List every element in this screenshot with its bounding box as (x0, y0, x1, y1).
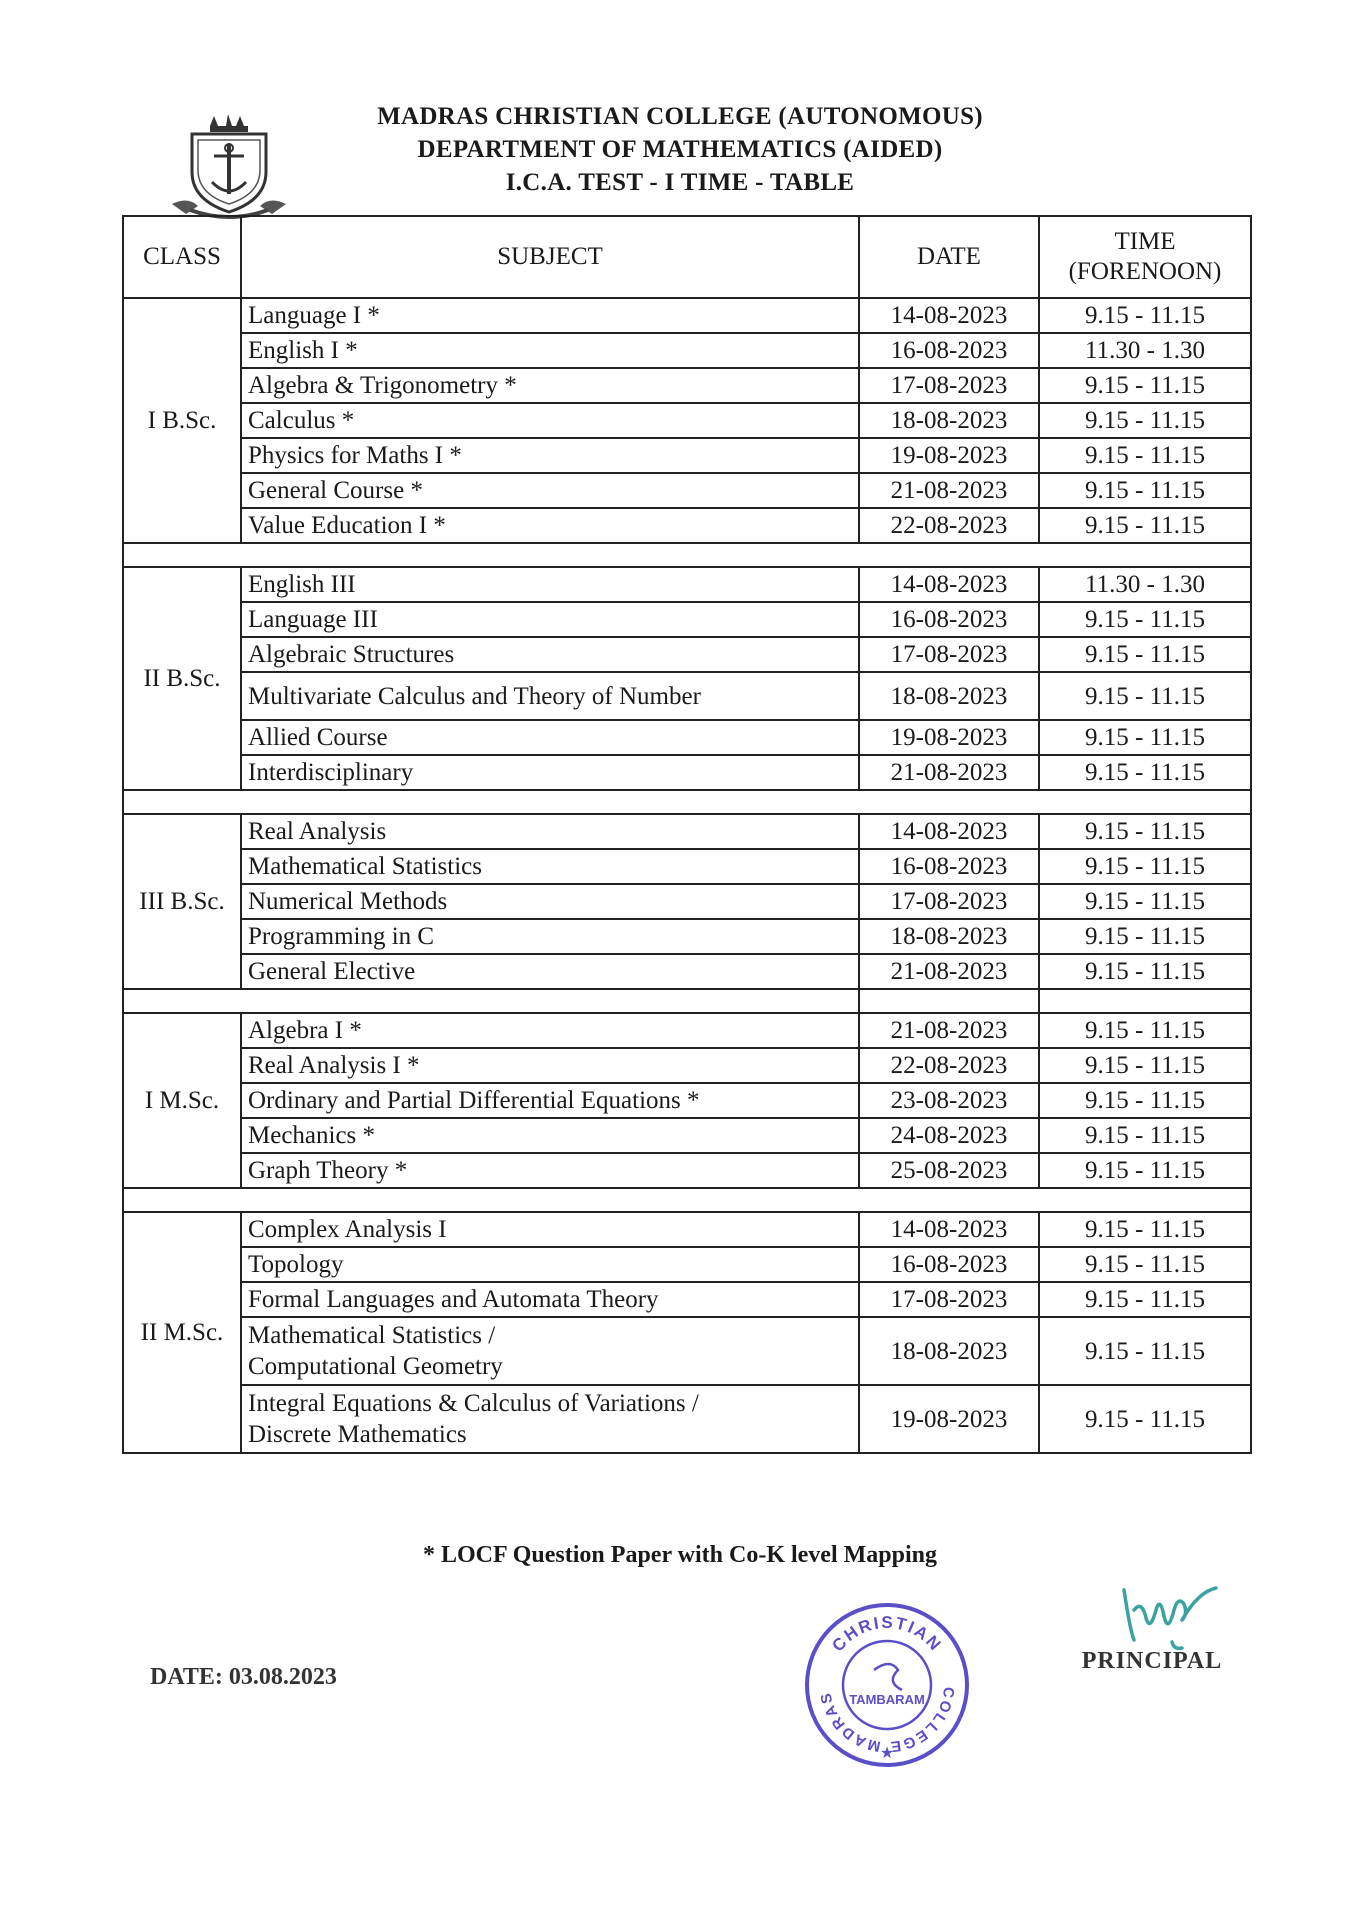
subject-cell: Numerical Methods (241, 884, 859, 919)
date-cell: 23-08-2023 (859, 1083, 1039, 1118)
spacer-cell (123, 790, 1251, 814)
date-cell: 14-08-2023 (859, 1212, 1039, 1247)
subject-cell: General Elective (241, 954, 859, 989)
seal-right-text: COLLEGE (887, 1685, 958, 1756)
time-cell: 9.15 - 11.15 (1039, 1385, 1251, 1453)
subject-line: Mathematical Statistics / (248, 1322, 496, 1349)
svg-text:CHRISTIAN (828, 1613, 945, 1655)
time-cell: 9.15 - 11.15 (1039, 672, 1251, 720)
spacer-row (123, 1188, 1251, 1212)
subject-cell (241, 1317, 859, 1385)
table-row (123, 567, 1251, 602)
time-cell: 11.30 - 1.30 (1039, 567, 1251, 602)
signature (1112, 1570, 1222, 1660)
subject-cell: Graph Theory * (241, 1153, 859, 1188)
time-cell: 9.15 - 11.15 (1039, 637, 1251, 672)
table-row (123, 1153, 1251, 1188)
subject-cell: Language III (241, 602, 859, 637)
table-row (123, 755, 1251, 790)
spacer-row (123, 790, 1251, 814)
time-cell: 9.15 - 11.15 (1039, 849, 1251, 884)
date-cell: 24-08-2023 (859, 1118, 1039, 1153)
date-cell: 21-08-2023 (859, 755, 1039, 790)
class-cell: I B.Sc. (123, 298, 241, 543)
date-cell: 14-08-2023 (859, 567, 1039, 602)
table-row (123, 333, 1251, 368)
table-row (123, 1317, 1251, 1385)
column-header-time-line1: TIME (1114, 228, 1176, 255)
spacer-cell (123, 989, 859, 1013)
subject-cell: Algebra & Trigonometry * (241, 368, 859, 403)
subject-line: Integral Equations & Calculus of Variations / (248, 1390, 699, 1417)
time-cell: 9.15 - 11.15 (1039, 814, 1251, 849)
subject-cell: Interdisciplinary (241, 755, 859, 790)
table-row (123, 919, 1251, 954)
table-row (123, 368, 1251, 403)
date-cell: 14-08-2023 (859, 814, 1039, 849)
subject-cell: Programming in C (241, 919, 859, 954)
date-cell: 16-08-2023 (859, 333, 1039, 368)
date-cell: 19-08-2023 (859, 1385, 1039, 1453)
date-cell: 18-08-2023 (859, 919, 1039, 954)
time-cell: 9.15 - 11.15 (1039, 1083, 1251, 1118)
subject-cell: Allied Course (241, 720, 859, 755)
subject-cell: Value Education I * (241, 508, 859, 543)
date-cell: 14-08-2023 (859, 298, 1039, 333)
date-cell: 21-08-2023 (859, 954, 1039, 989)
table-row (123, 720, 1251, 755)
class-cell: III B.Sc. (123, 814, 241, 989)
table-row (123, 637, 1251, 672)
table-row (123, 1013, 1251, 1048)
seal-top-text: CHRISTIAN (828, 1612, 946, 1656)
table-row (123, 1247, 1251, 1282)
class-cell: II M.Sc. (123, 1212, 241, 1453)
department-name: DEPARTMENT OF MATHEMATICS (AIDED) (417, 136, 943, 163)
date-cell: 18-08-2023 (859, 672, 1039, 720)
subject-cell: Mechanics * (241, 1118, 859, 1153)
date-cell: 21-08-2023 (859, 1013, 1039, 1048)
date-cell: 18-08-2023 (859, 1317, 1039, 1385)
document-title: I.C.A. TEST - I TIME - TABLE (505, 169, 855, 196)
time-cell: 9.15 - 11.15 (1039, 368, 1251, 403)
time-cell: 9.15 - 11.15 (1039, 1048, 1251, 1083)
subject-cell: Complex Analysis I (241, 1212, 859, 1247)
subject-line: Discrete Mathematics (248, 1421, 467, 1448)
date-cell: 21-08-2023 (859, 473, 1039, 508)
time-cell: 11.30 - 1.30 (1039, 333, 1251, 368)
time-cell: 9.15 - 11.15 (1039, 1282, 1251, 1317)
time-cell: 9.15 - 11.15 (1039, 755, 1251, 790)
date-cell: 19-08-2023 (859, 720, 1039, 755)
subject-cell: Algebra I * (241, 1013, 859, 1048)
date-cell: 16-08-2023 (859, 602, 1039, 637)
time-cell: 9.15 - 11.15 (1039, 438, 1251, 473)
table-row (123, 403, 1251, 438)
time-cell: 9.15 - 11.15 (1039, 602, 1251, 637)
subject-cell: Ordinary and Partial Differential Equations * (241, 1083, 859, 1118)
time-cell: 9.15 - 11.15 (1039, 884, 1251, 919)
time-cell: 9.15 - 11.15 (1039, 954, 1251, 989)
table-row (123, 849, 1251, 884)
date-cell: 16-08-2023 (859, 849, 1039, 884)
spacer-row (123, 989, 1251, 1013)
subject-cell: Formal Languages and Automata Theory (241, 1282, 859, 1317)
table-row (123, 1385, 1251, 1453)
table-row (123, 1118, 1251, 1153)
table-row (123, 508, 1251, 543)
time-cell: 9.15 - 11.15 (1039, 1212, 1251, 1247)
subject-cell: Topology (241, 1247, 859, 1282)
date-cell: 17-08-2023 (859, 368, 1039, 403)
table-row (123, 884, 1251, 919)
time-cell: 9.15 - 11.15 (1039, 720, 1251, 755)
date-cell: 25-08-2023 (859, 1153, 1039, 1188)
time-cell: 9.15 - 11.15 (1039, 1317, 1251, 1385)
subject-cell: Physics for Maths I * (241, 438, 859, 473)
date-cell: 18-08-2023 (859, 403, 1039, 438)
spacer-cell (859, 989, 1039, 1013)
document-heading (300, 100, 1060, 199)
subject-cell: English I * (241, 333, 859, 368)
date-cell: 22-08-2023 (859, 508, 1039, 543)
spacer-cell (123, 543, 1251, 567)
class-cell: II B.Sc. (123, 567, 241, 790)
subject-cell: Mathematical Statistics (241, 849, 859, 884)
date-cell: 17-08-2023 (859, 1282, 1039, 1317)
subject-cell: Algebraic Structures (241, 637, 859, 672)
seal-star-icon: ★ (879, 1745, 895, 1762)
table-row (123, 438, 1251, 473)
timetable (122, 215, 1252, 1454)
time-cell: 9.15 - 11.15 (1039, 1013, 1251, 1048)
subject-cell: Real Analysis I * (241, 1048, 859, 1083)
seal-center-text: TAMBARAM (849, 1692, 925, 1707)
subject-cell: Multivariate Calculus and Theory of Number (241, 672, 859, 720)
class-cell: I M.Sc. (123, 1013, 241, 1188)
table-row (123, 954, 1251, 989)
table-row (123, 672, 1251, 720)
time-cell: 9.15 - 11.15 (1039, 1118, 1251, 1153)
subject-cell (241, 1385, 859, 1453)
footnote: * LOCF Question Paper with Co-K level Mapping (422, 1542, 937, 1568)
seal-left-text: MADRAS (817, 1689, 883, 1755)
college-name: MADRAS CHRISTIAN COLLEGE (AUTONOMOUS) (377, 103, 983, 130)
spacer-cell (1039, 989, 1251, 1013)
time-cell: 9.15 - 11.15 (1039, 473, 1251, 508)
time-cell: 9.15 - 11.15 (1039, 1153, 1251, 1188)
column-header-time-line2: (FORENOON) (1068, 258, 1222, 285)
time-cell: 9.15 - 11.15 (1039, 1247, 1251, 1282)
table-header-row (123, 216, 1251, 298)
date-cell: 17-08-2023 (859, 884, 1039, 919)
table-row (123, 1048, 1251, 1083)
date-cell: 16-08-2023 (859, 1247, 1039, 1282)
subject-cell: Calculus * (241, 403, 859, 438)
spacer-row (123, 543, 1251, 567)
time-cell: 9.15 - 11.15 (1039, 508, 1251, 543)
date-cell: 22-08-2023 (859, 1048, 1039, 1083)
column-header-time (1039, 216, 1251, 298)
time-cell: 9.15 - 11.15 (1039, 403, 1251, 438)
table-row (123, 1212, 1251, 1247)
date-cell: 17-08-2023 (859, 637, 1039, 672)
column-header-date: DATE (859, 216, 1039, 298)
table-row (123, 602, 1251, 637)
college-emblem-logo (168, 112, 290, 222)
column-header-class: CLASS (123, 216, 241, 298)
subject-cell: Language I * (241, 298, 859, 333)
table-row (123, 473, 1251, 508)
subject-cell: General Course * (241, 473, 859, 508)
college-seal-stamp (802, 1600, 972, 1770)
column-header-subject: SUBJECT (241, 216, 859, 298)
time-cell: 9.15 - 11.15 (1039, 919, 1251, 954)
time-cell: 9.15 - 11.15 (1039, 298, 1251, 333)
subject-line: Computational Geometry (248, 1353, 503, 1380)
date-cell: 19-08-2023 (859, 438, 1039, 473)
table-row (123, 1282, 1251, 1317)
subject-cell: Real Analysis (241, 814, 859, 849)
issue-date: DATE: 03.08.2023 (150, 1664, 337, 1690)
principal-label: PRINCIPAL (1081, 1648, 1223, 1674)
table-row (123, 298, 1251, 333)
table-row (123, 814, 1251, 849)
subject-cell: English III (241, 567, 859, 602)
table-row (123, 1083, 1251, 1118)
spacer-cell (123, 1188, 1251, 1212)
